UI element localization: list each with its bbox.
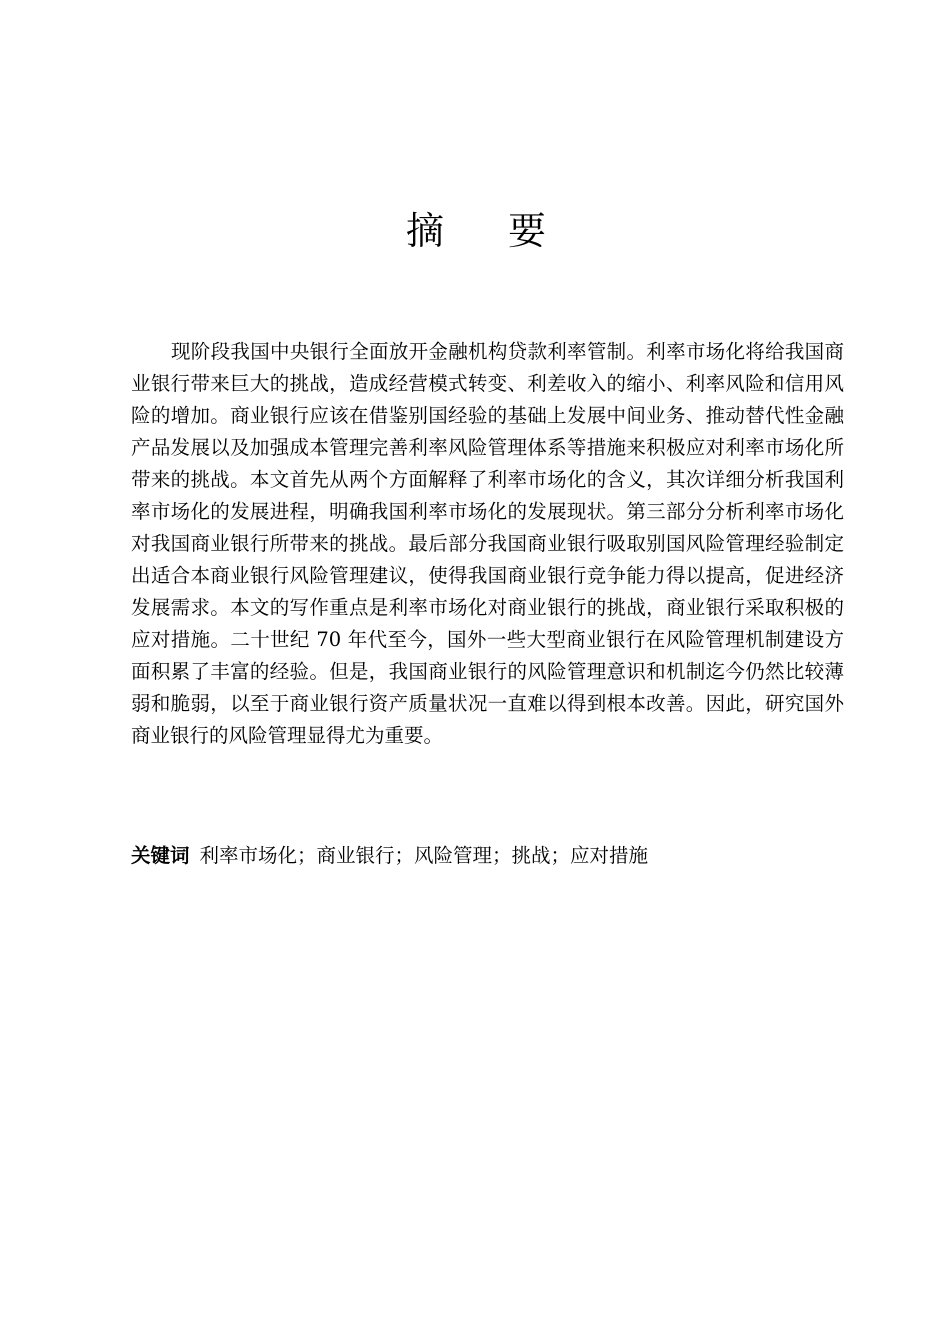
keywords-label: 关键词 bbox=[131, 844, 190, 867]
keywords-line bbox=[131, 840, 844, 872]
abstract-body: 现阶段我国中央银行全面放开金融机构贷款利率管制。利率市场化将给我国商业银行带来巨大的挑战，造成经营模式转变、利差收入的缩小、利率风险和信用风险的增加。商业银行应该在借鉴别国经验的基础上发展中间业务、推动替代性金融产品发展以及加强成本管理完善利率风险管理体系等措施来积极应对利率市场化所带来的挑战。本文首先从两个方面解释了利率市场化的含义，其次详细分析我国利率市场化的发展进程，明确我国利率市场化的发展现状。第三部分分析利率市场化对我国商业银行所带来的挑战。最后部分我国商业银行吸取别国风险管理经验制定出适合本商业银行风险管理建议，使得我国商业银行竞争能力得以提高，促进经济发展需求。本文的写作重点是利率市场化对商业银行的挑战，商业银行采取积极的应对措施。二十世纪 70 年代至今，国外一些大型商业银行在风险管理机制建设方面积累了丰富的经验。但是，我国商业银行的风险管理意识和机制迄今仍然比较薄弱和脆弱，以至于商业银行资产质量状况一直难以得到根本改善。因此，研究国外商业银行的风险管理显得尤为重要。 bbox=[131, 340, 844, 747]
keywords-text: 利率市场化；商业银行；风险管理；挑战；应对措施 bbox=[199, 844, 649, 867]
abstract-title: 摘 要 bbox=[405, 209, 573, 253]
